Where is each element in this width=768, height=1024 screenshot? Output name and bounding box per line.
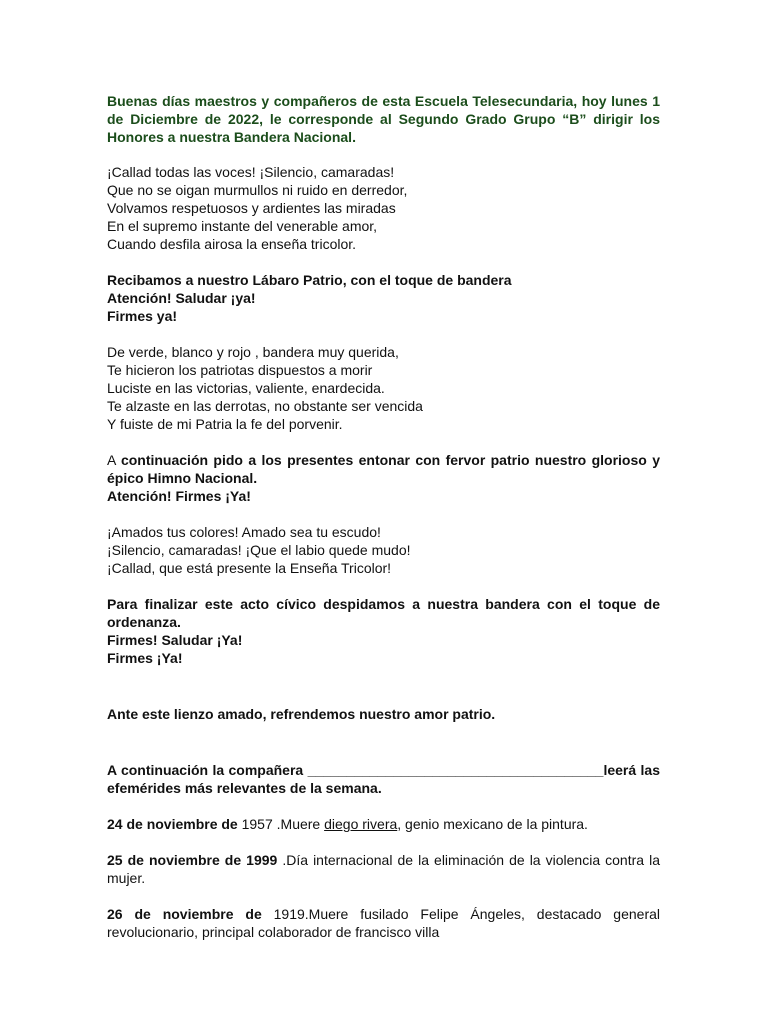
oath-line: Ante este lienzo amado, refrendemos nuestro amor patrio. xyxy=(107,706,496,722)
spacer xyxy=(107,325,660,343)
anthem-paragraph xyxy=(107,451,660,487)
command-line: Firmes ya! xyxy=(107,308,178,324)
poem-line: Cuando desfila airosa la enseña tricolor. xyxy=(107,236,357,252)
efemeride-item xyxy=(107,905,660,941)
closing-paragraph: Para finalizar este acto cívico despidamos a nuestra bandera con el toque de ordenanza. xyxy=(107,596,660,630)
poem-line: ¡Silencio, camaradas! ¡Que el labio quede mudo! xyxy=(107,542,411,558)
efemeride-text: 1919.Muere fusilado Felipe Ángeles, destacado general revolucionario, principal colaborador de francisco villa xyxy=(107,906,660,940)
efemerides-intro: A continuación la compañera ______________________________________leerá las efemérides más relevantes de la semana. xyxy=(107,762,660,796)
efemeride-date: 25 de noviembre de 1999 xyxy=(107,852,278,868)
spacer xyxy=(107,253,660,271)
spacer xyxy=(107,887,660,905)
efemeride-date: 24 de noviembre de xyxy=(107,816,238,832)
poem-line: ¡Callad, que está presente la Enseña Tricolor! xyxy=(107,560,392,576)
poem-line: ¡Callad todas las voces! ¡Silencio, camaradas! xyxy=(107,164,395,180)
poem-line: Que no se oigan murmullos ni ruido en derredor, xyxy=(107,182,408,198)
spacer xyxy=(107,505,660,523)
poem-stanza-2 xyxy=(107,343,660,433)
spacer xyxy=(107,146,660,163)
poem-line: Volvamos respetuosos y ardientes las miradas xyxy=(107,200,396,216)
anthem-command: Atención! Firmes ¡Ya! xyxy=(107,488,251,504)
command-line: Recibamos a nuestro Lábaro Patrio, con el toque de bandera xyxy=(107,272,512,288)
efemeride-date: 26 de noviembre de xyxy=(107,906,262,922)
spacer xyxy=(107,797,660,815)
anthem-text: continuación pido a los presentes entonar con fervor patrio nuestro glorioso y épico Himno Nacional. xyxy=(107,452,660,486)
poem-stanza-1 xyxy=(107,163,660,253)
spacer xyxy=(107,723,660,761)
poem-line: Luciste en las victorias, valiente, enardecida. xyxy=(107,380,385,396)
intro-paragraph: Buenas días maestros y compañeros de esta Escuela Telesecundaria, hoy lunes 1 de Diciembre de 2022, le corresponde al Segundo Grado Grupo “B” dirigir los Honores a nuestra Bandera Nacional. xyxy=(107,93,660,145)
spacer xyxy=(107,577,660,595)
poem-line: De verde, blanco y rojo , bandera muy querida, xyxy=(107,344,399,360)
efemeride-text: 1957 .Muere xyxy=(237,816,325,832)
anthem-prefix: A xyxy=(107,452,121,468)
flag-reception-commands xyxy=(107,271,660,325)
poem-stanza-3 xyxy=(107,523,660,577)
efemeride-item xyxy=(107,815,660,833)
closing-command: Firmes! Saludar ¡Ya! xyxy=(107,632,243,648)
efemeride-text: , genio mexicano de la pintura. xyxy=(397,816,588,832)
poem-line: En el supremo instante del venerable amor, xyxy=(107,218,378,234)
spacer xyxy=(107,833,660,851)
poem-line: Te hicieron los patriotas dispuestos a morir xyxy=(107,362,373,378)
efemeride-text: .Día internacional de la eliminación de la violencia contra la mujer. xyxy=(107,852,660,886)
command-line: Atención! Saludar ¡ya! xyxy=(107,290,256,306)
spacer xyxy=(107,433,660,451)
closing-command: Firmes ¡Ya! xyxy=(107,650,183,666)
poem-line: ¡Amados tus colores! Amado sea tu escudo! xyxy=(107,524,381,540)
poem-line: Te alzaste en las derrotas, no obstante ser vencida xyxy=(107,398,423,414)
efemeride-item xyxy=(107,851,660,887)
diego-rivera-link[interactable]: diego rivera xyxy=(324,816,398,832)
spacer xyxy=(107,667,660,705)
document-page xyxy=(107,92,660,941)
poem-line: Y fuiste de mi Patria la fe del porvenir. xyxy=(107,416,343,432)
